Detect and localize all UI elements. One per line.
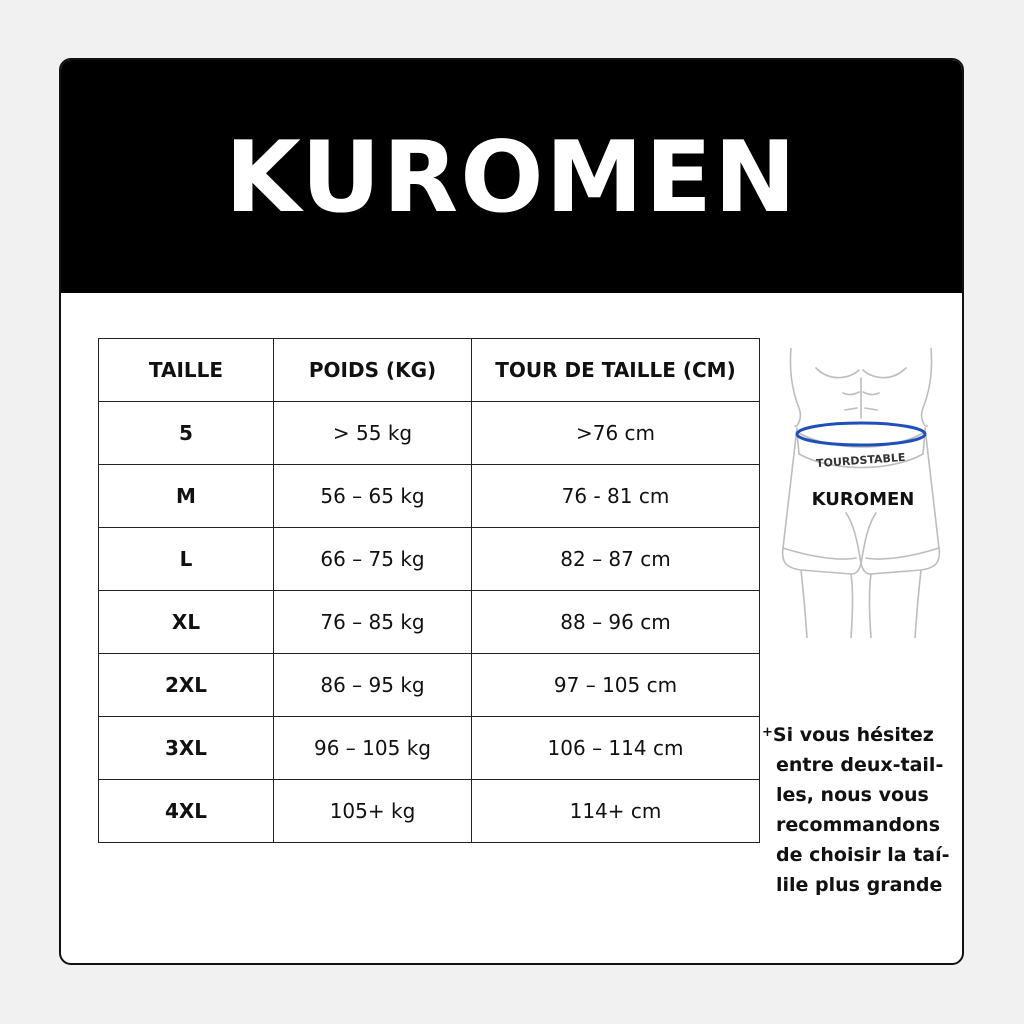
table-row: [99, 465, 760, 528]
size-cell: 5: [99, 402, 274, 465]
column-header-waist: TOUR DE TAILLE (CM): [472, 339, 760, 402]
column-header-size: TAILLE: [99, 339, 274, 402]
size-table: [98, 338, 760, 843]
note-line: lile plus grande: [776, 874, 943, 896]
size-cell: 4XL: [99, 780, 274, 843]
weight-cell: 66 – 75 kg: [274, 528, 472, 591]
waist-cell: 114+ cm: [472, 780, 760, 843]
waist-cell: >76 cm: [472, 402, 760, 465]
brand-title: KUROMEN: [224, 120, 799, 235]
torso-right-outline: [922, 348, 932, 426]
size-cell: L: [99, 528, 274, 591]
garment-brand-label: KUROMEN: [811, 489, 915, 510]
table-row: [99, 591, 760, 654]
waist-cell: 82 – 87 cm: [472, 528, 760, 591]
note-line: les, nous vous: [776, 784, 929, 806]
table-row: [99, 780, 760, 843]
left-leg: [801, 570, 853, 638]
waist-cell: 88 – 96 cm: [472, 591, 760, 654]
table-row: [99, 717, 760, 780]
size-cell: XL: [99, 591, 274, 654]
size-cell: 3XL: [99, 717, 274, 780]
waist-cell: 106 – 114 cm: [472, 717, 760, 780]
note-marker: +: [762, 725, 773, 740]
table-row: [99, 654, 760, 717]
chest-lines: [816, 368, 906, 378]
note-line: recommandons: [776, 814, 941, 836]
torso-left-outline: [790, 348, 800, 426]
table-row: [99, 402, 760, 465]
weight-cell: 76 – 85 kg: [274, 591, 472, 654]
table-row: [99, 528, 760, 591]
waist-measurement-illustration: [761, 348, 961, 638]
brand-header: [61, 60, 962, 293]
size-cell: M: [99, 465, 274, 528]
table-header-row: [99, 339, 760, 402]
weight-cell: 96 – 105 kg: [274, 717, 472, 780]
column-header-weight: POIDS (KG): [274, 339, 472, 402]
note-line: +Si vous hésitez: [762, 724, 934, 746]
size-advice-note: [762, 720, 962, 900]
size-chart-card: [59, 58, 964, 965]
weight-cell: > 55 kg: [274, 402, 472, 465]
waistband-label: TOURDSTABLE: [815, 450, 906, 471]
weight-cell: 56 – 65 kg: [274, 465, 472, 528]
note-line: entre deux-tail-: [776, 754, 944, 776]
weight-cell: 86 – 95 kg: [274, 654, 472, 717]
size-cell: 2XL: [99, 654, 274, 717]
abdomen-lines: [843, 378, 879, 418]
waist-cell: 97 – 105 cm: [472, 654, 760, 717]
right-leg: [870, 570, 922, 638]
weight-cell: 105+ kg: [274, 780, 472, 843]
waist-cell: 76 - 81 cm: [472, 465, 760, 528]
note-line: de choisir la taí-: [776, 844, 950, 866]
